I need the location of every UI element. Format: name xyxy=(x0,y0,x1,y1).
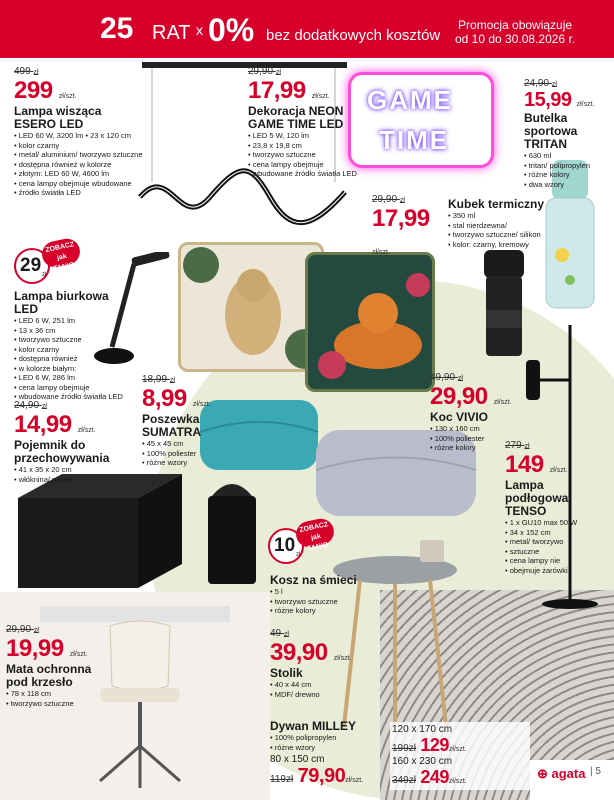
product-specs: • LED 6 W, 251 lm • 13 x 36 cm • tworzywo sztuczne • kolor czarny • dostępna również • w kolorze białym: • LED 6 W, 286 lm • cena lampy obejmuje • wbudowane źródło światła LED xyxy=(14,316,144,402)
old-price: 24,90 zł xyxy=(14,400,47,411)
old-price: 49,90 zł xyxy=(430,372,463,383)
product-poszewka xyxy=(142,374,232,468)
product-specs: • 78 x 118 cm • tworzywo sztuczne xyxy=(6,689,136,708)
old-price: 279 zł xyxy=(505,440,530,451)
rug-size-1: 80 x 150 cm xyxy=(270,754,325,765)
price: 39,90 zł/szt. xyxy=(270,639,352,666)
old-price: 29,90 zł xyxy=(248,66,281,77)
product-name: Lampa biurkowa LED xyxy=(14,289,109,316)
price: 29,90 zł/szt. xyxy=(430,383,512,410)
old-price: 18,99 zł xyxy=(142,374,175,385)
price: 19,99 zł/szt. xyxy=(6,635,88,662)
rug-price-3: 349zł 249zł/szt. xyxy=(392,767,467,787)
price: 299 zł/szt. xyxy=(14,77,77,104)
product-specs: • LED 5 W, 120 lm • 23,8 x 19,8 cm • tworzywo sztuczne • cena lampy obejmuje • wbudowane źródło światła LED xyxy=(248,131,358,179)
product-specs: • 630 ml • tritan/ polipropylen • różne kolory • dwa wzory xyxy=(524,151,614,189)
banner-no-costs: bez dodatkowych kosztów xyxy=(266,27,441,44)
product-specs: • 350 ml • stal nierdzewna/ • tworzywo sztuczne/ silikon • kolor: czarny, kremowy xyxy=(448,211,548,249)
price: 17,99 zł/szt. xyxy=(372,205,430,256)
product-name: Kubek termiczny xyxy=(448,197,545,211)
storage-box-image xyxy=(18,474,184,590)
cushion-leopard-image xyxy=(178,242,324,372)
product-specs: • 1 x GU10 max 50 W • 34 x 152 cm • metal/ tworzywo • sztuczne • cena lampy nie • obejmuje żarówki xyxy=(505,518,610,575)
product-kubek xyxy=(448,198,548,249)
banner-zero-percent: 0% xyxy=(208,12,255,48)
price: 14,99 zł/szt. xyxy=(14,411,96,438)
rug-price-2: 199zł 129zł/szt. xyxy=(392,735,467,755)
price: 15,99 zł/szt. xyxy=(524,89,595,111)
neon-sign-image xyxy=(348,72,494,168)
product-specs: • 40 x 44 cm • MDF/ drewno xyxy=(270,680,370,699)
see-how-cheap-tag: ZOBACZ jak TANIO xyxy=(294,516,337,549)
product-name: Pojemnik do przechowywania xyxy=(14,438,110,465)
price: 8,99 zł/szt. xyxy=(142,385,211,412)
product-name: Koc VIVIO xyxy=(430,410,489,424)
product-kosz xyxy=(270,574,370,616)
neon-word-time: TIME xyxy=(379,125,450,155)
product-butelka xyxy=(524,78,614,189)
product-name: Lampa podłogowa TENSO xyxy=(505,478,569,518)
rug-size-2: 120 x 170 cm xyxy=(392,724,453,735)
leopard-illustration xyxy=(181,245,321,369)
product-name: Poszewka SUMATRA xyxy=(142,412,202,439)
product-lampa-biurkowa xyxy=(14,290,144,402)
product-specs: • LED 60 W, 3200 lm • 23 x 120 cm • kolor czarny • metal/ aluminium/ tworzywo sztuczne • dostępna również w kolorze • złotym: LED 60 W, 4600 lm • cena lampy obejmuje wbudowane • źródło światła LED xyxy=(14,131,164,198)
product-specs: • 130 x 160 cm • 100% poliester • różne kolory xyxy=(430,424,520,453)
price-badge-kosz: 10 zł ZOBACZ jak TANIO xyxy=(268,520,332,564)
price: 17,99 zł/szt. xyxy=(248,77,330,104)
rug-price-1: 119zł 79,90zł/szt. xyxy=(270,765,364,787)
product-neon xyxy=(248,66,358,179)
product-name: Mata ochronna pod krzesło xyxy=(6,662,92,689)
banner-rat-number: 25 xyxy=(100,12,134,45)
promo-banner xyxy=(0,0,614,58)
tiger-illustration xyxy=(308,255,432,389)
neon-word-game: GAME xyxy=(367,85,453,115)
product-pojemnik xyxy=(14,400,144,484)
product-stolik xyxy=(270,628,370,699)
old-price: 29,90 zł xyxy=(6,624,39,635)
cushion-tiger-image xyxy=(305,252,435,392)
product-name: Dywan MILLEY xyxy=(270,719,357,733)
product-specs: • 45 x 45 cm • 100% poliester • różne wzory xyxy=(142,439,232,468)
page-number: | 5 xyxy=(590,766,601,777)
banner-rat: RAT xyxy=(152,22,191,44)
product-name: Lampa wisząca ESERO LED xyxy=(14,104,102,131)
price: 149 zł/szt. xyxy=(505,451,568,478)
old-price: 24,90 zł xyxy=(524,78,557,89)
agata-logo: ⊕ agata xyxy=(537,766,586,781)
product-specs: • 100% polipropylen • różne wzory xyxy=(270,733,390,752)
banner-x: x xyxy=(196,22,203,38)
product-name: Butelka sportowa TRITAN xyxy=(524,111,578,151)
old-price: 29,90 zł xyxy=(372,194,405,205)
banner-promo-dates: Promocja obowiązuje od 10 do 30.08.2026 r. xyxy=(455,18,576,46)
product-specs: • 5 l • tworzywo sztuczne • różne kolory xyxy=(270,587,370,616)
trash-bin-image xyxy=(204,476,260,586)
product-dywan xyxy=(270,720,390,788)
product-name: Dekoracja NEON GAME TIME LED xyxy=(248,104,344,131)
product-name: Kosz na śmieci xyxy=(270,573,357,587)
old-price: 499 zł xyxy=(14,66,39,77)
price-badge-lampa-biurkowa: 29 zł ZOBACZ jak TANIO xyxy=(14,240,78,284)
product-name: Stolik xyxy=(270,666,303,680)
product-lampa-wiszaca xyxy=(14,66,164,198)
product-kubek-price xyxy=(372,194,452,261)
product-mata xyxy=(6,624,136,708)
rug-size-options xyxy=(390,722,530,790)
product-lampa-podlogowa xyxy=(505,440,610,575)
see-how-cheap-tag: ZOBACZ jak TANIO xyxy=(40,236,83,269)
rug-size-3: 160 x 230 cm xyxy=(392,756,453,767)
old-price: 49 zł xyxy=(270,628,289,639)
product-specs: • 41 x 35 x 20 cm • włóknina/ papier xyxy=(14,465,144,484)
